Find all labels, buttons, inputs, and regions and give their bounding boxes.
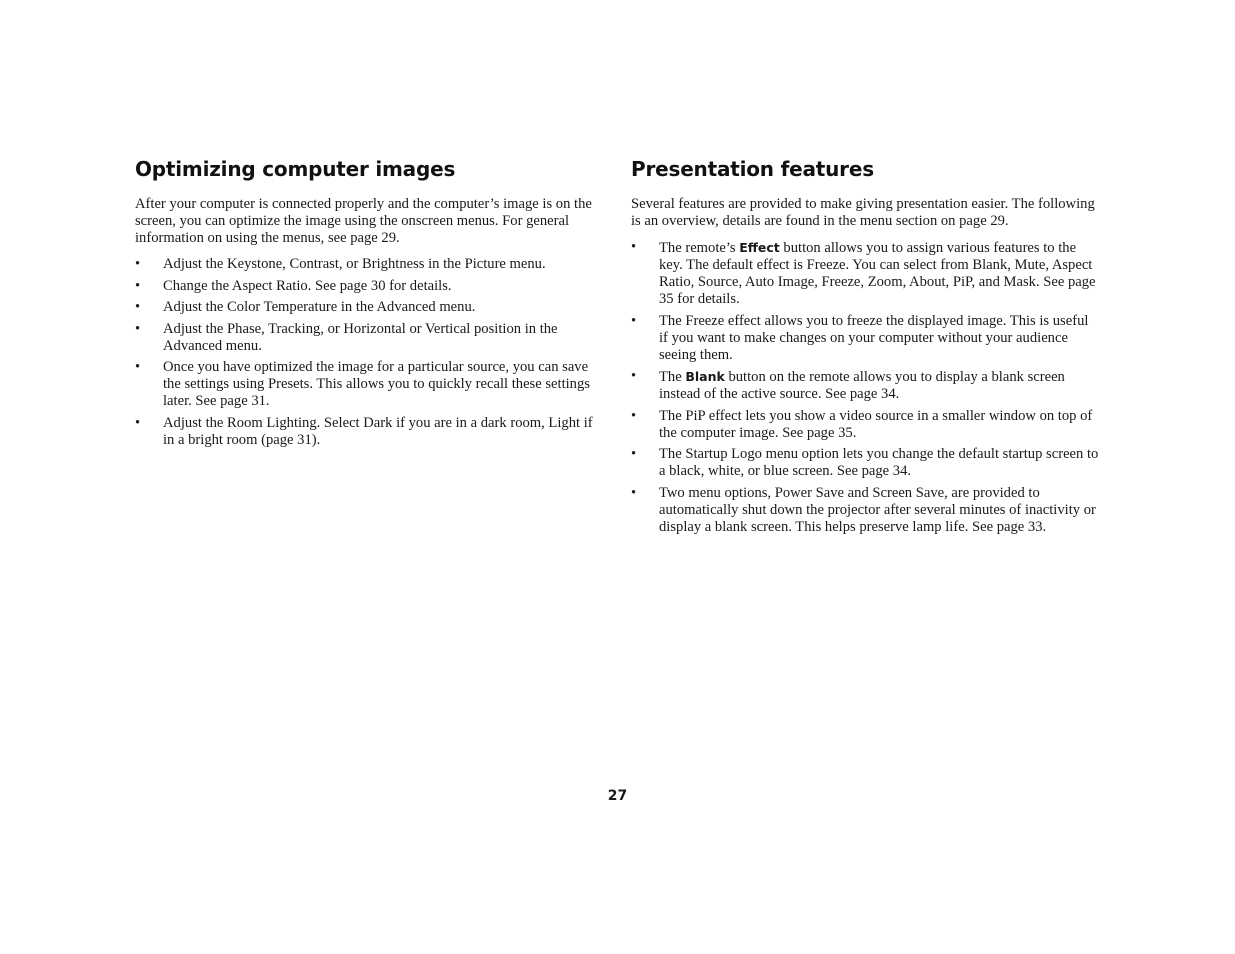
- list-item: • Change the Aspect Ratio. See page 30 for details.: [135, 277, 452, 294]
- list-item: • The PiP effect lets you show a video source in a smaller window on top of the computer image. See page 35.: [631, 407, 1093, 441]
- list-item: • Adjust the Phase, Tracking, or Horizontal or Vertical position in the Advanced menu.: [135, 320, 558, 354]
- bullet-icon: •: [135, 359, 141, 376]
- list-item: • Once you have optimized the image for a particular source, you can save the settings using Presets. This allows you to quickly recall these settings later. See page 31.: [135, 359, 590, 410]
- bullet-icon: •: [631, 239, 637, 255]
- bullet-icon: •: [631, 312, 637, 329]
- right-column: [631, 155, 1099, 541]
- bullet-icon: •: [135, 277, 141, 294]
- section-intro: After your computer is connected properly and the computer’s image is on the screen, you can optimize the image using the onscreen menus. For general information on using the menus, see page 29.: [135, 196, 592, 246]
- bullet-icon: •: [631, 407, 637, 424]
- list-item: • The Freeze effect allows you to freeze the displayed image. This is useful if you want to make changes on your computer without your audience seeing them.: [631, 312, 1089, 363]
- bullet-icon: •: [631, 484, 637, 501]
- section-title-optimizing: Optimizing computer images: [135, 157, 456, 181]
- section-title-presentation: Presentation features: [631, 157, 874, 181]
- bullet-icon: •: [135, 299, 141, 316]
- bullet-icon: •: [631, 368, 637, 385]
- list-item: • Adjust the Keystone, Contrast, or Brightness in the Picture menu.: [135, 256, 546, 272]
- bullet-list: [135, 256, 602, 449]
- bullet-list: [631, 239, 1099, 536]
- page-number: 27: [607, 788, 628, 804]
- blank-button-label: Blank: [685, 369, 725, 385]
- list-item: • The Blank button on the remote allows you to display a blank screen instead of the active source. See page 34.: [631, 368, 1065, 403]
- effect-button-label: Effect: [739, 240, 780, 255]
- bullet-icon: •: [135, 414, 141, 431]
- left-column: [135, 155, 602, 454]
- list-item: • Two menu options, Power Save and Screen Save, are provided to automatically shut down the projector after several minutes of inactivity or display a blank screen. This helps preserve lamp life. See page 33.: [631, 484, 1096, 535]
- bullet-icon: •: [135, 256, 141, 272]
- list-item: • The remote’s Effect button allows you to assign various features to the key. The default effect is Freeze. You can select from Blank, Mute, Aspect Ratio, Source, Auto Image, Freeze, Zoom, About, PiP, and Mask. See page 35 for details.: [631, 239, 1096, 307]
- list-item: • Adjust the Color Temperature in the Advanced menu.: [135, 299, 476, 316]
- bullet-icon: •: [631, 446, 637, 463]
- list-item: • Adjust the Room Lighting. Select Dark if you are in a dark room, Light if in a bright room (page 31).: [135, 414, 593, 448]
- section-intro: Several features are provided to make giving presentation easier. The following is an overview, details are found in the menu section on page 29.: [631, 196, 1095, 229]
- bullet-icon: •: [135, 320, 141, 337]
- list-item: • The Startup Logo menu option lets you change the default startup screen to a black, white, or blue screen. See page 34.: [631, 446, 1099, 480]
